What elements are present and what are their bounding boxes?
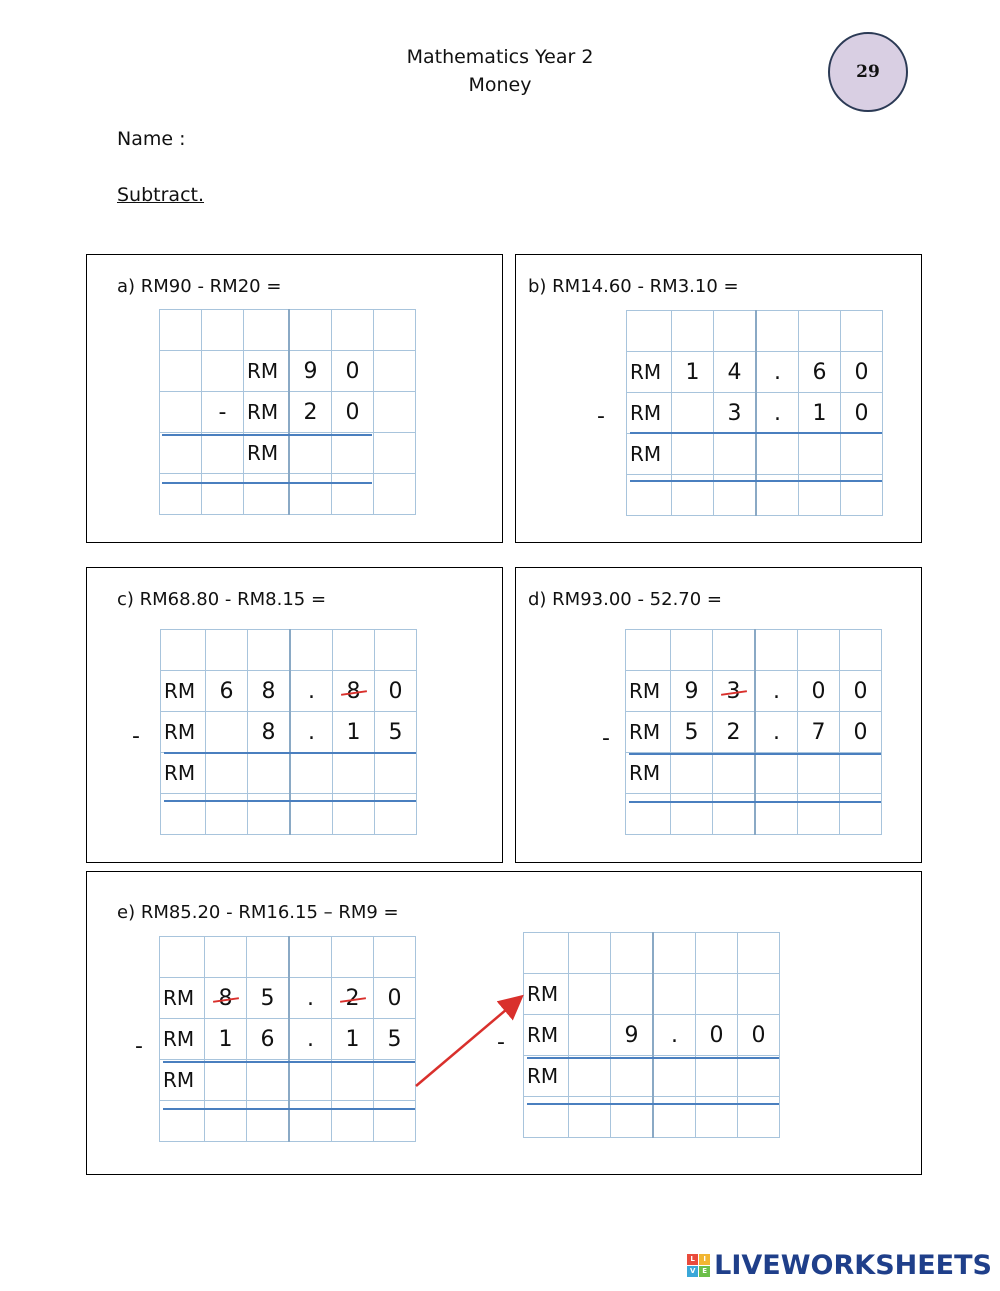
digit: 0 [332,351,374,392]
answer-line [163,1108,415,1110]
digit: 2 [713,712,756,753]
sum-line [162,434,372,436]
logo-text: LIVEWORKSHEETS [714,1250,992,1281]
rm-label: RM [524,1056,569,1097]
digit: 1 [799,393,841,434]
answer-cell[interactable] [375,753,417,794]
digit: 0 [332,392,374,433]
answer-line [527,1103,779,1105]
question-e-label: e) RM85.20 - RM16.15 – RM9 = [117,902,399,923]
decimal-point: . [755,671,798,712]
answer-cell[interactable] [569,1056,611,1097]
digit: 1 [333,712,375,753]
answer-line [164,800,416,802]
sum-line [164,752,416,754]
question-a-grid [159,309,416,515]
worksheet-title: Mathematics Year 2 [406,46,594,68]
name-label: Name : [117,128,186,150]
digit: 0 [840,671,882,712]
digit: 0 [375,671,417,712]
digit: 0 [374,978,416,1019]
answer-cell[interactable] [653,1056,696,1097]
rm-label: RM [524,974,569,1015]
rm-label: RM [524,1015,569,1056]
rm-label: RM [160,1060,205,1101]
page-number-badge [828,32,908,112]
crossed-digit: 3 [726,678,741,704]
decimal-point: . [756,393,799,434]
answer-cell[interactable] [696,1056,738,1097]
decimal-point: . [290,712,333,753]
question-b-label: b) RM14.60 - RM3.10 = [528,276,739,297]
question-c-label: c) RM68.80 - RM8.15 = [117,589,327,610]
rm-label: RM [627,393,672,434]
rm-label: RM [244,433,290,474]
worksheet-subtitle: Money [468,74,532,96]
answer-line [162,482,372,484]
answer-cell[interactable] [248,753,291,794]
answer-cell[interactable] [611,1056,654,1097]
digit: 6 [247,1019,290,1060]
digit: 0 [798,671,840,712]
digit: 6 [799,352,841,393]
crossed-digit: 2 [345,985,360,1011]
answer-line [630,480,882,482]
rm-label: RM [161,712,206,753]
answer-cell[interactable] [333,753,375,794]
answer-cell[interactable] [696,974,738,1015]
digit: 0 [696,1015,738,1056]
digit: 9 [671,671,713,712]
answer-cell[interactable] [840,753,882,794]
digit: 9 [611,1015,654,1056]
answer-cell[interactable] [653,974,696,1015]
answer-cell[interactable] [332,1060,374,1101]
answer-line [629,801,881,803]
decimal-point: . [290,671,333,712]
decimal-point: . [653,1015,696,1056]
question-d-label: d) RM93.00 - 52.70 = [528,589,723,610]
question-a-label: a) RM90 - RM20 = [117,276,282,297]
answer-cell[interactable] [738,974,780,1015]
rm-label: RM [626,753,671,794]
answer-cell[interactable] [332,433,374,474]
answer-cell[interactable] [713,753,756,794]
answer-cell[interactable] [841,434,883,475]
answer-cell[interactable] [672,434,714,475]
minus-sign: - [602,726,610,751]
digit: 0 [841,393,883,434]
digit: 7 [798,712,840,753]
answer-cell[interactable] [798,753,840,794]
answer-cell[interactable] [289,433,332,474]
rm-label: RM [161,753,206,794]
carry-arrow-icon [410,990,530,1090]
digit: 5 [375,712,417,753]
answer-cell[interactable] [799,434,841,475]
rm-label: RM [160,1019,205,1060]
sum-line [629,753,881,755]
rm-label: RM [161,671,206,712]
answer-cell[interactable] [290,753,333,794]
question-e-grid-1 [159,936,416,1142]
rm-label: RM [244,392,290,433]
answer-cell[interactable] [671,753,713,794]
question-c-grid [160,629,417,835]
sum-line [163,1061,415,1063]
crossed-digit: 8 [346,678,361,704]
digit: 1 [672,352,714,393]
logo-blocks-icon: L I V E [687,1254,710,1277]
digit: 6 [206,671,248,712]
digit: 9 [289,351,332,392]
liveworksheets-logo [687,1250,992,1281]
digit: 1 [205,1019,247,1060]
digit: 0 [840,712,882,753]
crossed-digit: 8 [218,985,233,1011]
answer-cell[interactable] [611,974,654,1015]
answer-cell[interactable] [755,753,798,794]
decimal-point: . [289,1019,332,1060]
page-number: 29 [856,62,880,82]
instruction: Subtract. [117,184,205,206]
minus-sign: - [202,392,244,433]
rm-label: RM [626,671,671,712]
sum-line [630,432,882,434]
answer-cell[interactable] [205,1060,247,1101]
question-e-grid-2 [523,932,780,1138]
digit: 5 [671,712,713,753]
minus-sign: - [135,1034,143,1059]
digit: 1 [332,1019,374,1060]
question-d-grid [625,629,882,835]
decimal-point: . [756,352,799,393]
rm-label: RM [626,712,671,753]
digit: 2 [289,392,332,433]
rm-label: RM [627,434,672,475]
answer-cell[interactable] [738,1056,780,1097]
decimal-point: . [755,712,798,753]
digit: 4 [714,352,757,393]
answer-cell[interactable] [289,1060,332,1101]
digit: 8 [248,712,291,753]
rm-label: RM [160,978,205,1019]
digit: 0 [841,352,883,393]
digit: 0 [738,1015,780,1056]
minus-sign: - [597,404,605,429]
minus-sign: - [132,724,140,749]
rm-label: RM [627,352,672,393]
digit: 5 [374,1019,416,1060]
answer-cell[interactable] [206,753,248,794]
digit: 8 [248,671,291,712]
sum-line [527,1057,779,1059]
answer-cell[interactable] [714,434,757,475]
digit: 5 [247,978,290,1019]
answer-cell[interactable] [569,974,611,1015]
minus-sign: - [497,1030,505,1055]
digit: 3 [714,393,757,434]
answer-cell[interactable] [756,434,799,475]
question-b-grid [626,310,883,516]
decimal-point: . [289,978,332,1019]
rm-label: RM [244,351,290,392]
answer-cell[interactable] [247,1060,290,1101]
